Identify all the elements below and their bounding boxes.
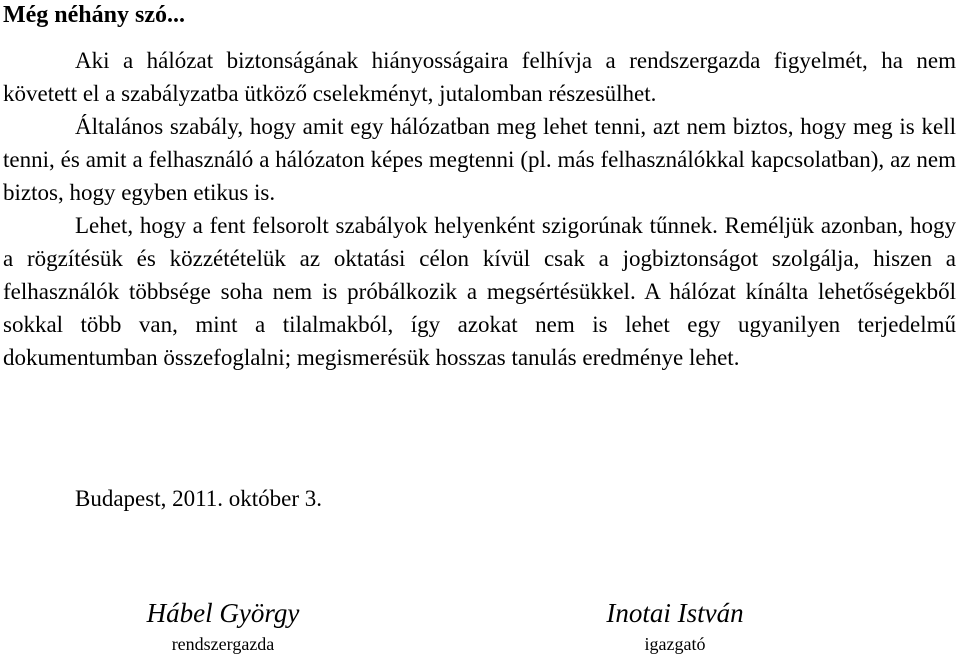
page-heading: Még néhány szó... <box>3 2 185 28</box>
signature-block-admin <box>103 596 343 656</box>
signer-name: Hábel György <box>146 598 300 628</box>
paragraph-general-rule: Általános szabály, hogy amit egy hálózatban meg lehet tenni, azt nem biztos, hogy meg is kell tenni, és amit a felhasználó a hálózaton képes megtenni (pl. más felhasználókkal kapcsolatban), az nem biztos, hogy egyben etikus is. <box>3 114 956 205</box>
place-and-date: Budapest, 2011. október 3. <box>75 486 323 511</box>
signer-name: Inotai István <box>606 598 744 628</box>
signer-role: igazgató <box>644 634 706 654</box>
body-text <box>3 44 956 374</box>
signature-block-director <box>555 596 795 656</box>
paragraph-closing: Lehet, hogy a fent felsorolt szabályok helyenként szigorúnak tűnnek. Reméljük azonban, hogy a rögzítésük és közzétételük az oktatási célon kívül csak a jogbiztonságot szolgálja, hiszen a felhasználók többsége soha nem is próbálkozik a megsértésükkel. A hálózat kínálta lehetőségekből sokkal több van, mint a tilalmakból, így azokat nem is lehet egy ugyanilyen terjedelmű dokumentumban összefoglalni; megismerésük hosszas tanulás eredménye lehet. <box>3 213 956 370</box>
paragraph-reporting: Aki a hálózat biztonságának hiányosságaira felhívja a rendszergazda figyelmét, ha nem követett el a szabályzatba ütköző cselekményt, jutalomban részesülhet. <box>3 48 956 106</box>
signer-role: rendszergazda <box>171 634 275 654</box>
